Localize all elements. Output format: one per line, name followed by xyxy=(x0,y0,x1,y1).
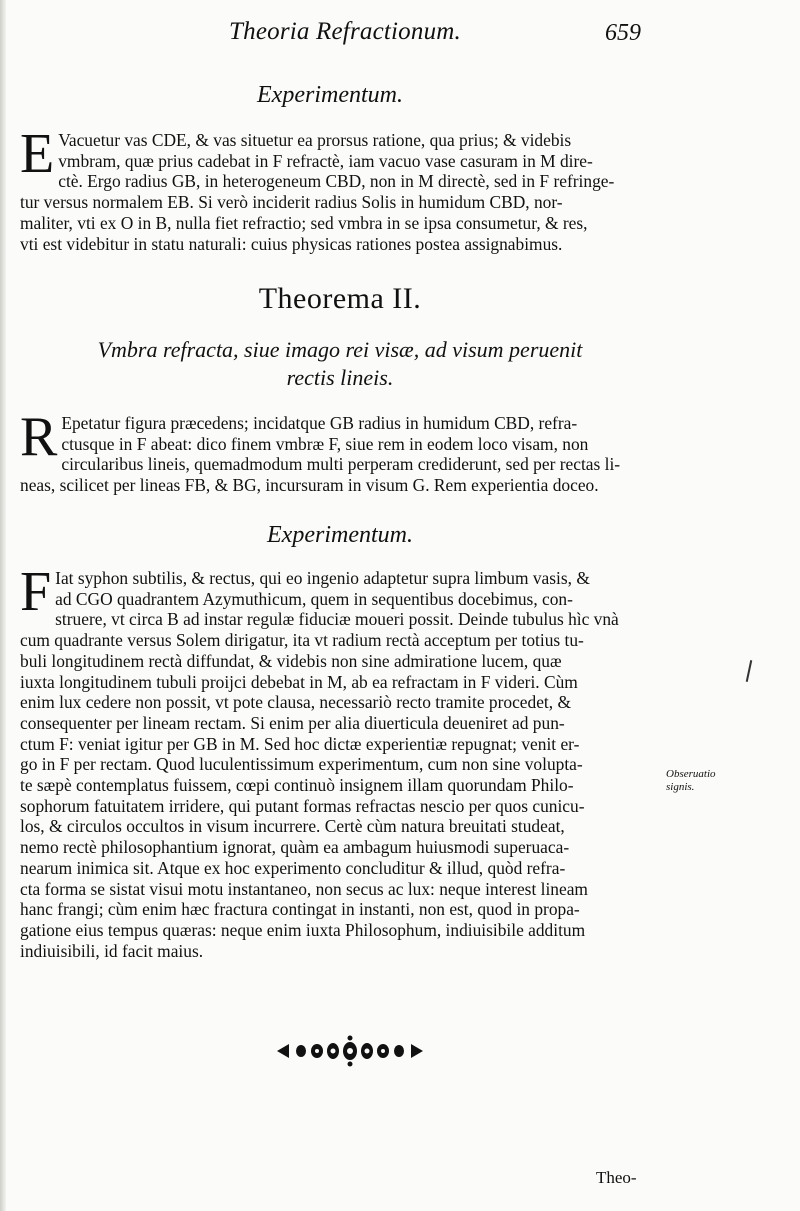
text-line: nearum inimica sit. Atque ex hoc experimento concluditur & illud, quòd refra- xyxy=(20,857,566,878)
text-line: circularibus lineis, quemadmodum multi perperam crediderunt, sed per rectas li- xyxy=(61,454,621,475)
text-line: maliter, vti ex O in B, nulla fiet refractio; sed vmbra in se ipsa consumetur, & res, xyxy=(20,212,588,233)
text-line: Vacuetur vas CDE, & vas situetur ea prorsus ratione, qua prius; & videbis xyxy=(58,130,572,150)
text-line: tur versus normalem EB. Si verò inciderit radius Solis in humidum CBD, nor- xyxy=(20,192,563,213)
dropcap-f: F xyxy=(20,561,52,623)
text-line: Iat syphon subtilis, & rectus, qui eo ingenio adaptetur supra limbum vasis, & xyxy=(55,568,590,588)
dropcap-e: E xyxy=(20,123,55,185)
text-line: nemo rectè philosophantium ignorat, quàm ea ambagum huiusmodi superuaca- xyxy=(20,837,570,858)
printers-ornament-icon xyxy=(275,1034,425,1068)
text-line: neas, scilicet per lineas FB, & BG, incursuram in visum G. Rem experientia doceo. xyxy=(20,475,599,496)
theorem-statement-line: rectis lineis. xyxy=(286,365,394,390)
theorem-statement-line: Vmbra refracta, siue imago rei visæ, ad visum peruenit xyxy=(97,337,583,362)
text-line: enim lux cedere non possit, vt pote clausa, necessariò recto tramite procedet, & xyxy=(20,692,571,713)
marginal-note-line: signis. xyxy=(666,781,695,793)
text-line: gatione eius tempus quæras: neque enim iuxta Philosophum, indiuisibile additum xyxy=(20,919,586,940)
theorem-statement xyxy=(40,336,640,392)
marginal-note xyxy=(666,768,726,794)
text-line: iuxta longitudinem tubuli proijci debebat in M, ab ea refractam in F videri. Cùm xyxy=(20,671,578,692)
text-line: los, & circulos occultos in visum incurrere. Certè cùm natura breuitati studeat, xyxy=(20,816,565,837)
text-line: ctusque in F abeat: dico finem vmbræ F, siue rem in eodem loco visam, non xyxy=(61,433,589,454)
section-heading-experimentum-2: Experimentum. xyxy=(267,522,413,548)
text-line: go in F per rectam. Quod luculentissimum experimentum, cum non sine volupta- xyxy=(20,754,583,775)
text-line: cum quadrante versus Solem dirigatur, ita vt radium rectà acceptum per totius tu- xyxy=(20,630,584,651)
text-line: ctum F: veniat igitur per GB in M. Sed hoc dictæ experientiæ repugnat; venit er- xyxy=(20,733,580,754)
text-line: sophorum fatuitatem irridere, qui putant formas refractas nescio per quos cunicu- xyxy=(20,795,585,816)
text-line: ctè. Ergo radius GB, in heterogeneum CBD, non in M directè, sed in F refringe- xyxy=(58,171,615,192)
text-line: te sæpè contemplatus fuissem, cœpi continuò insignem illam quorundam Philo- xyxy=(20,775,574,796)
text-line: buli longitudinem rectà diffundat, & videbis non sine admiratione lucem, quæ xyxy=(20,650,562,671)
running-head-title: Theoria Refractionum. xyxy=(229,18,461,45)
dropcap-r: R xyxy=(20,406,58,468)
text-line: struere, vt circa B ad instar regulæ fiduciæ moueri possit. Deinde tubulus hìc vnà xyxy=(55,609,619,630)
text-line: consequenter per lineam rectam. Si enim per alia diuerticula deueniret ad pun- xyxy=(20,712,565,733)
text-line: cta forma se sistat visui motu instantaneo, non secus ac lux: neque interest lineam xyxy=(20,878,588,899)
section-heading-experimentum-1: Experimentum. xyxy=(257,82,403,108)
text-line: hanc frangi; cùm enim hæc fractura contingat in instanti, non est, quod in propa- xyxy=(20,899,580,920)
paragraph-theorem-text xyxy=(20,406,660,496)
paragraph-experimentum-2 xyxy=(20,561,660,961)
text-line: vti est videbitur in statu naturali: cuius physicas rationes postea assignabimus. xyxy=(20,233,563,254)
text-line: Epetatur figura præcedens; incidatque GB radius in humidum CBD, refra- xyxy=(61,413,578,433)
marginal-note-line: Obseruatio xyxy=(666,768,716,780)
margin-mark xyxy=(746,660,753,682)
catchword: Theo- xyxy=(596,1168,637,1187)
theorem-title: Theorema II. xyxy=(258,282,422,315)
paragraph-experimentum-1 xyxy=(20,123,660,254)
text-line: vmbram, quæ prius cadebat in F refractè, iam vacuo vase casuram in M dire- xyxy=(58,150,593,171)
text-line: ad CGO quadrantem Azymuthicum, quem in sequentibus docebimus, con- xyxy=(55,588,573,609)
page-number: 659 xyxy=(605,20,641,46)
text-line: indiuisibili, id facit maius. xyxy=(20,940,204,961)
